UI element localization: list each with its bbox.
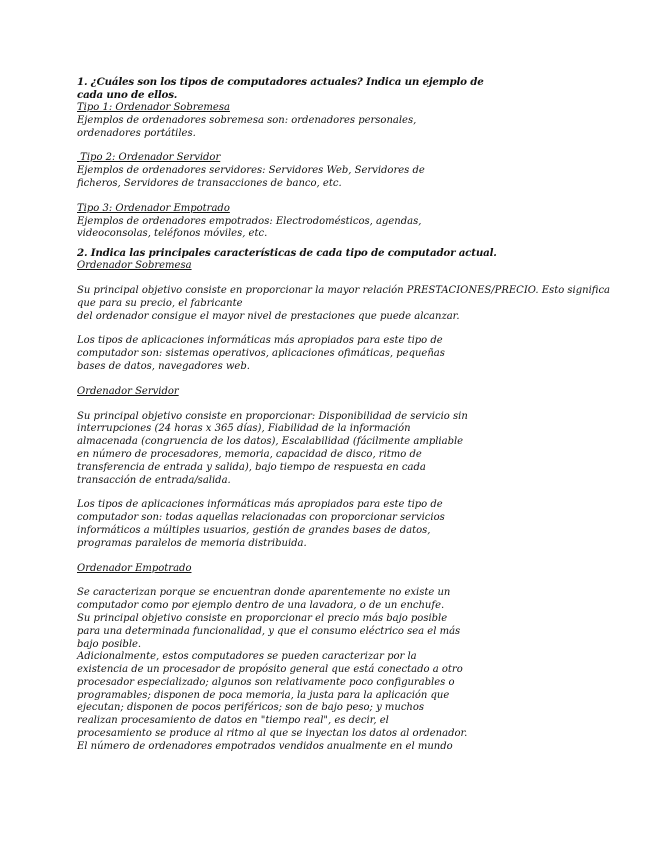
text-line: Los tipos de aplicaciones informáticas más apropiados para este tipo de <box>77 335 443 347</box>
text-line: programables; disponen de poca memoria, la justa para la aplicación que <box>77 689 450 701</box>
text-line: computador son: todas aquellas relacionadas con proporcionar servicios <box>77 512 445 524</box>
text-line: en número de procesadores, memoria, capacidad de disco, ritmo de <box>77 448 422 460</box>
text-line: almacenada (congruencia de los datos), Escalabilidad (fácilmente ampliable <box>77 436 464 448</box>
tipo-1-section <box>77 102 597 140</box>
text-line: bajo posible. <box>77 638 142 650</box>
text-line: Su principal objetivo consiste en proporcionar la mayor relación PRESTACIONES/PRECIO. Esto significa <box>77 284 611 296</box>
text-line: bases de datos, navegadores web. <box>77 360 250 372</box>
text-line: Adicionalmente, estos computadores se pueden caracterizar por la <box>77 651 417 663</box>
question-line: 1. ¿Cuáles son los tipos de computadores actuales? Indica un ejemplo de <box>77 76 484 88</box>
text-line: ordenadores portátiles. <box>77 127 196 139</box>
text-line: realizan procesamiento de datos en "tiempo real", es decir, el <box>77 715 389 727</box>
text-line: Su principal objetivo consiste en proporcionar: Disponibilidad de servicio sin <box>77 410 468 422</box>
text-line: Los tipos de aplicaciones informáticas más apropiados para este tipo de <box>77 499 443 511</box>
text-line: El número de ordenadores empotrados vendidos anualmente en el mundo <box>77 740 453 752</box>
tipo-2-section <box>77 152 597 190</box>
tipo-2-heading: Tipo 2: Ordenador Servidor <box>77 152 221 164</box>
text-line: procesamiento se produce al ritmo al que se inyectan los datos al ordenador. <box>77 728 468 740</box>
servidor-heading: Ordenador Servidor <box>77 385 179 397</box>
text-line: ficheros, Servidores de transacciones de banco, etc. <box>77 177 342 189</box>
text-line: existencia de un procesador de propósito general que está conectado a otro <box>77 664 463 676</box>
tipo-1-heading: Tipo 1: Ordenador Sobremesa <box>77 102 230 113</box>
text-line: computador son: sistemas operativos, aplicaciones ofimáticas, pequeñas <box>77 348 445 360</box>
servidor-section <box>77 386 597 551</box>
text-line: interrupciones (24 horas x 365 días), Fiabilidad de la información <box>77 423 411 435</box>
text-line: transferencia de entrada y salida), bajo tiempo de respuesta en cada <box>77 461 426 473</box>
empotrado-section <box>77 563 597 754</box>
text-line: Ejemplos de ordenadores servidores: Servidores Web, Servidores de <box>77 165 425 177</box>
text-line: videoconsolas, teléfonos móviles, etc. <box>77 228 268 240</box>
question-2: 2. Indica las principales características de cada tipo de computador actual. <box>77 247 497 260</box>
text-line: transacción de entrada/salida. <box>77 474 231 486</box>
question-line: cada uno de ellos. <box>77 89 178 101</box>
text-line: del ordenador consigue el mayor nivel de prestaciones que puede alcanzar. <box>77 310 460 322</box>
question-1 <box>77 76 597 102</box>
text-line: procesador especializado; algunos son relativamente poco configurables o <box>77 676 455 688</box>
text-line: Ejemplos de ordenadores sobremesa son: ordenadores personales, <box>77 114 417 126</box>
text-line: Se caracterizan porque se encuentran donde aparentemente no existe un <box>77 587 451 599</box>
text-line: Su principal objetivo consiste en proporcionar el precio más bajo posible <box>77 612 448 624</box>
text-line: para una determinada funcionalidad, y que el consumo eléctrico sea el más <box>77 625 461 637</box>
empotrado-heading: Ordenador Empotrado <box>77 562 192 574</box>
tipo-3-heading: Tipo 3: Ordenador Empotrado <box>77 202 230 214</box>
text-line: Ejemplos de ordenadores empotrados: Electrodomésticos, agendas, <box>77 215 422 227</box>
sobremesa-heading: Ordenador Sobremesa <box>77 260 192 272</box>
document-page <box>77 76 611 754</box>
sobremesa-section <box>77 260 611 374</box>
text-line: programas paralelos de memoria distribuida. <box>77 537 307 549</box>
tipo-3-section <box>77 203 597 241</box>
text-line: que para su precio, el fabricante <box>77 297 243 309</box>
text-line: ejecutan; disponen de pocos periféricos; son de bajo peso; y muchos <box>77 702 425 714</box>
text-line: informáticos a múltiples usuarios, gestión de grandes bases de datos, <box>77 524 431 536</box>
text-line: computador como por ejemplo dentro de una lavadora, o de un enchufe. <box>77 600 445 612</box>
